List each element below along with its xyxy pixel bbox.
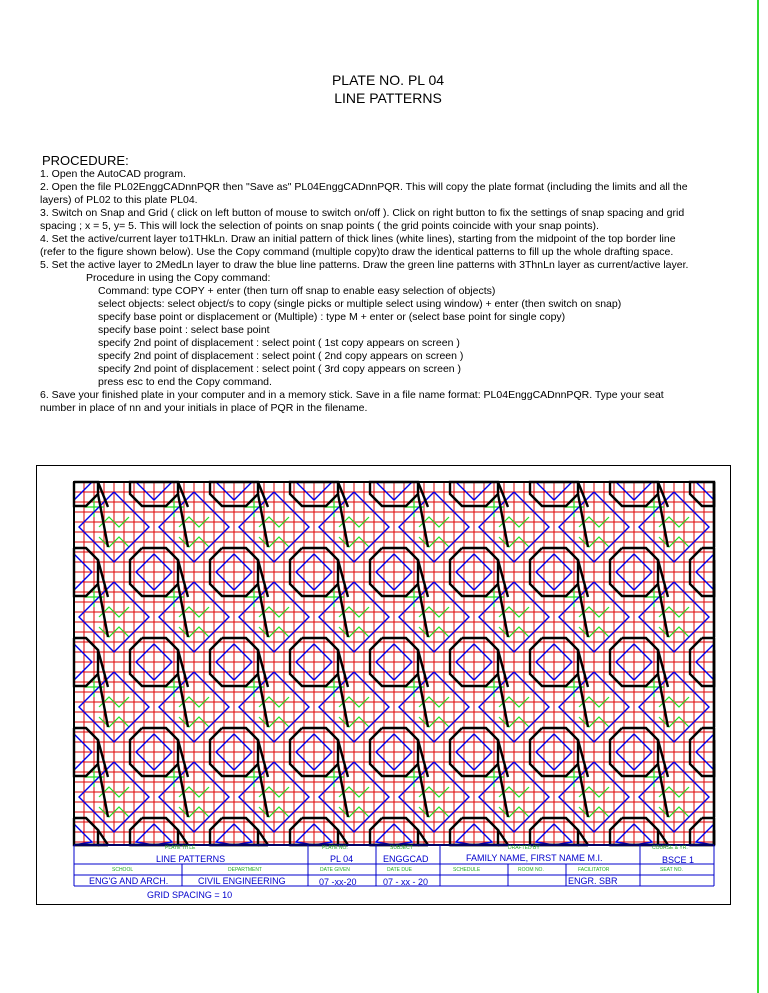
step-line: 6. Save your finished plate in your computer and in a memory stick. Save in a file name format: PL04EnggCADnnPQR. Type your seat: [40, 389, 664, 401]
label-schedule: SCHEDULE: [453, 867, 481, 873]
label-school: SCHOOL: [112, 867, 134, 873]
copy-step: specify 2nd point of displacement : select point ( 1st copy appears on screen ): [98, 337, 460, 349]
copy-step: specify 2nd point of displacement : select point ( 2nd copy appears on screen ): [98, 350, 464, 362]
label-plate-no: PLATE NO.: [322, 845, 348, 851]
label-facilitator: FACILITATOR: [578, 867, 610, 873]
step-line: 1. Open the AutoCAD program.: [40, 168, 186, 180]
step-line: 3. Switch on Snap and Grid ( click on left button of mouse to switch on/off ). Click on right button to fix the settings of snap spacing and grid: [40, 207, 685, 219]
step-line: 2. Open the file PL02EnggCADnnPQR then "Save as" PL04EnggCADnnPQR. This will copy the plate format (including the limits and all the: [40, 181, 688, 193]
label-seat-no: SEAT NO.: [660, 867, 683, 873]
blue-diamond-small: [74, 482, 92, 500]
step-line: spacing ; x = 5, y= 5. This will lock the selection of points on snap points ( the grid points coincide with your snap points).: [40, 220, 599, 232]
label-date-given: DATE GIVEN: [320, 867, 350, 873]
course-yr-value: BSCE 1: [662, 855, 695, 865]
plate-title-value: LINE PATTERNS: [156, 854, 226, 864]
step-line: 4. Set the active/current layer to1THkLn. Draw an initial pattern of thick lines (white lines), starting from the midpoint of the top border line: [40, 233, 676, 245]
drafted-by-value: FAMILY NAME, FIRST NAME M.I.: [466, 853, 603, 863]
label-department: DEPARTMENT: [228, 867, 262, 873]
copy-step: specify base point : select base point: [98, 324, 270, 336]
label-drafted-by: DRAFTED BY: [508, 845, 540, 851]
step-line: (refer to the figure shown below). Use the Copy command (multiple copy)to draw the identical patterns to fill up the whole drafting space.: [40, 246, 674, 258]
label-date-due: DATE DUE: [387, 867, 412, 873]
facilitator-value: ENGR. SBR: [568, 876, 618, 886]
label-subject: SUBJECT: [390, 845, 413, 851]
copy-procedure-intro: Procedure in using the Copy command:: [86, 272, 271, 284]
copy-step: specify base point or displacement or (Multiple) : type M + enter or (select base point for single copy): [98, 311, 566, 323]
date-given-value: 07 -xx-20: [319, 877, 357, 887]
step-line: number in place of nn and your initials in place of PQR in the filename.: [40, 402, 368, 414]
label-course-yr: COURSE & YR.: [652, 845, 688, 851]
grid-spacing-note: GRID SPACING = 10: [147, 890, 233, 900]
copy-step: Command: type COPY + enter (then turn off snap to enable easy selection of objects): [98, 285, 496, 297]
label-room-no: ROOM NO.: [518, 867, 544, 873]
department-value: CIVIL ENGINEERING: [198, 876, 286, 886]
plate-number-title: PLATE NO. PL 04: [331, 72, 445, 88]
plate-name-title: LINE PATTERNS: [334, 90, 442, 106]
school-value: ENG'G AND ARCH.: [89, 876, 169, 886]
label-plate-title: PLATE TITLE: [165, 845, 196, 851]
copy-step: specify 2nd point of displacement : select point ( 3rd copy appears on screen ): [98, 363, 462, 375]
plate-no-value: PL 04: [330, 854, 354, 864]
subject-value: ENGGCAD: [383, 854, 429, 864]
copy-step: select objects: select object/s to copy (single picks or multiple select using window) + enter (then switch on snap): [98, 298, 622, 310]
copy-step: press esc to end the Copy command.: [98, 376, 272, 388]
step-line: 5. Set the active layer to 2MedLn layer to draw the blue line patterns. Draw the green line patterns with 3ThnLn layer as current/active layer.: [40, 259, 689, 271]
step-line: layers) of PL02 to this plate PL04.: [40, 194, 198, 206]
procedure-heading: PROCEDURE:: [42, 153, 129, 168]
date-due-value: 07 - xx - 20: [383, 877, 429, 887]
blue-diamond-small: [696, 482, 714, 500]
